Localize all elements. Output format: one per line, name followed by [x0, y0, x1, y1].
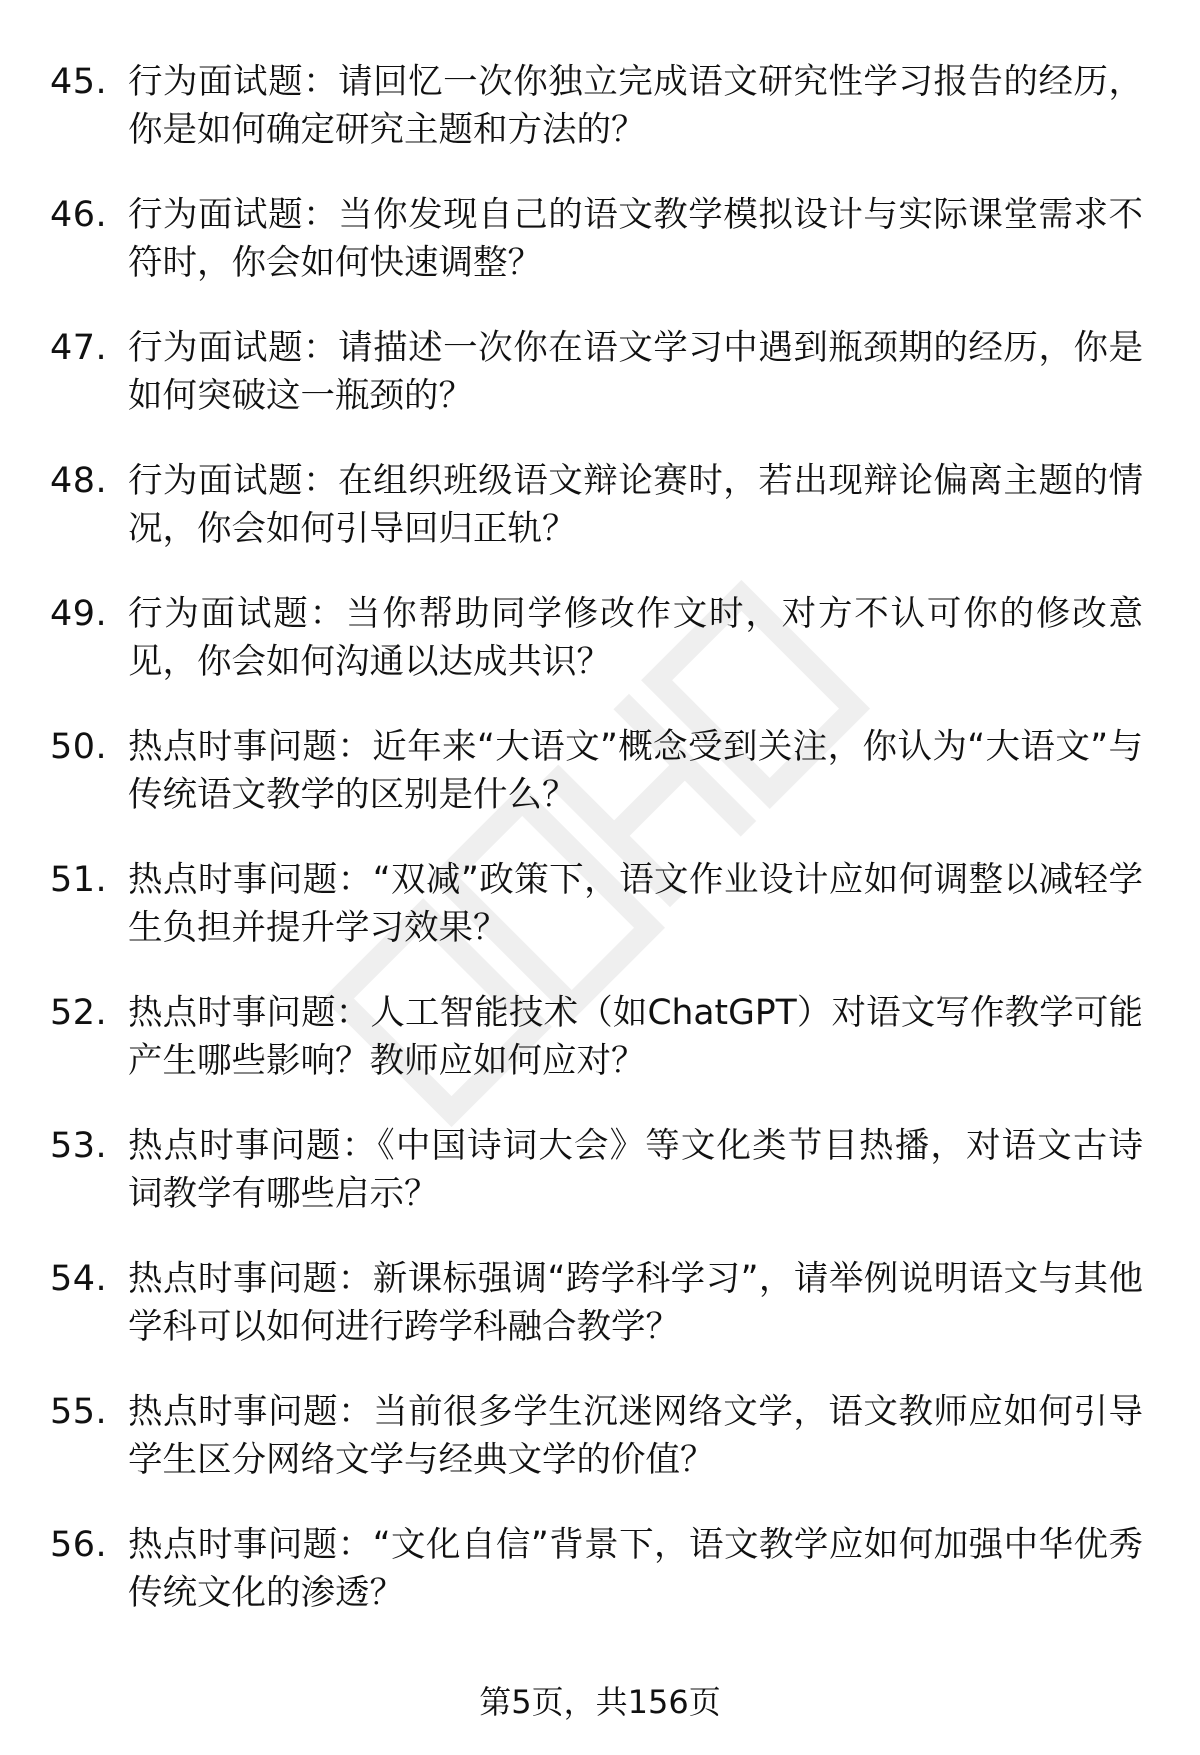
question-text: 热点时事问题：近年来“大语文”概念受到关注，你认为“大语文”与传统语文教学的区别是什么？	[128, 727, 1143, 815]
question-text: 行为面试题：当你发现自己的语文教学模拟设计与实际课堂需求不符时，你会如何快速调整？	[128, 195, 1143, 283]
question-text: 热点时事问题：“双减”政策下，语文作业设计应如何调整以减轻学生负担并提升学习效果？	[128, 860, 1143, 948]
question-number: 56.	[50, 1525, 108, 1565]
question-text: 热点时事问题：“文化自信”背景下，语文教学应如何加强中华优秀传统文化的渗透？	[128, 1525, 1143, 1613]
question-text: 热点时事问题：《中国诗词大会》等文化类节目热播，对语文古诗词教学有哪些启示？	[128, 1126, 1143, 1214]
question-item-52	[0, 989, 1200, 1122]
question-item-45	[0, 58, 1200, 191]
question-list	[0, 58, 1200, 1654]
question-item-50	[0, 723, 1200, 856]
question-number: 55.	[50, 1392, 108, 1432]
question-number: 54.	[50, 1259, 108, 1299]
question-number: 45.	[50, 62, 108, 102]
question-text: 热点时事问题：人工智能技术（如ChatGPT）对语文写作教学可能产生哪些影响？教师应如何应对？	[128, 993, 1143, 1081]
question-text: 行为面试题：当你帮助同学修改作文时，对方不认可你的修改意见，你会如何沟通以达成共识？	[128, 594, 1143, 682]
question-number: 47.	[50, 328, 108, 368]
page-footer-counter: 第5页，共156页	[479, 1683, 721, 1721]
question-item-46	[0, 191, 1200, 324]
question-item-49	[0, 590, 1200, 723]
question-item-48	[0, 457, 1200, 590]
question-number: 52.	[50, 993, 108, 1033]
question-item-56	[0, 1521, 1200, 1654]
question-item-55	[0, 1388, 1200, 1521]
question-text: 行为面试题：请回忆一次你独立完成语文研究性学习报告的经历，你是如何确定研究主题和方法的？	[128, 62, 1143, 150]
question-number: 51.	[50, 860, 108, 900]
question-item-47	[0, 324, 1200, 457]
question-text: 热点时事问题：新课标强调“跨学科学习”，请举例说明语文与其他学科可以如何进行跨学科融合教学？	[128, 1259, 1143, 1347]
question-text: 热点时事问题：当前很多学生沉迷网络文学，语文教师应如何引导学生区分网络文学与经典文学的价值？	[128, 1392, 1143, 1480]
question-number: 49.	[50, 594, 108, 634]
question-text: 行为面试题：请描述一次你在语文学习中遇到瓶颈期的经历，你是如何突破这一瓶颈的？	[128, 328, 1143, 416]
question-number: 50.	[50, 727, 108, 767]
question-text: 行为面试题：在组织班级语文辩论赛时，若出现辩论偏离主题的情况，你会如何引导回归正轨？	[128, 461, 1143, 549]
question-number: 48.	[50, 461, 108, 501]
question-number: 53.	[50, 1126, 108, 1166]
question-item-53	[0, 1122, 1200, 1255]
question-number: 46.	[50, 195, 108, 235]
question-item-51	[0, 856, 1200, 989]
question-item-54	[0, 1255, 1200, 1388]
